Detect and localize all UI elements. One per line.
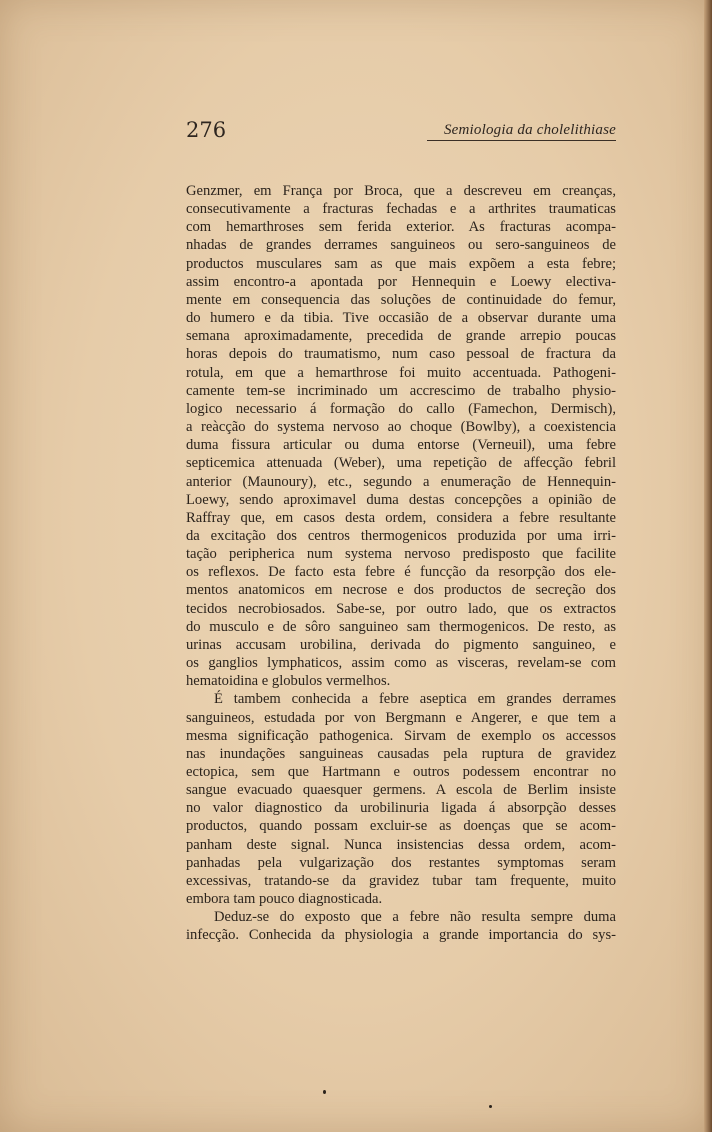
text-line: tecidos necrobiosados. Sabe-se, por outro lado, que os extractos xyxy=(186,600,616,617)
paragraph xyxy=(186,690,616,908)
text-line: Genzmer, em França por Broca, que a descreveu em creanças, xyxy=(186,183,616,199)
text-line: urinas accusam urobilina, derivada do pigmento sanguineo, e xyxy=(186,636,616,653)
body-text xyxy=(186,182,616,945)
text-line: a reàcção do systema nervoso ao choque (Bowlby), a coexistencia xyxy=(186,419,616,436)
text-line: sangue evacuado quaesquer germens. A escola de Berlim insiste xyxy=(186,782,616,799)
text-line: horas depois do traumatismo, num caso pessoal de fractura da xyxy=(186,346,616,363)
text-line: septicemica attenuada (Weber), uma repetição de affecção febril xyxy=(186,455,616,472)
text-line: os reflexos. De facto esta febre é funcção da resorpção dos ele- xyxy=(186,564,616,581)
text-line: Deduz-se do exposto que a febre não resulta sempre duma xyxy=(214,909,616,926)
text-line: nhadas de grandes derrames sanguineos ou sero-sanguineos de xyxy=(186,237,616,254)
text-line: rotula, em que a hemarthrose foi muito accentuada. Pathogeni- xyxy=(186,364,616,381)
text-line: Raffray que, em casos desta ordem, considera a febre resultante xyxy=(186,509,616,526)
text-line: os ganglios lymphaticos, assim como as visceras, revelam-se com xyxy=(186,655,616,672)
text-line: consecutivamente a fracturas fechadas e a arthrites traumaticas xyxy=(186,201,616,218)
text-line: tação peripherica num systema nervoso predisposto que facilite xyxy=(186,546,616,563)
text-line: semana aproximadamente, precedida de grande arrepio poucas xyxy=(186,328,616,345)
text-line: anterior (Maunoury), etc., segundo a enumeração de Hennequin- xyxy=(186,473,616,490)
running-title: Semiologia da cholelithiase xyxy=(443,122,616,138)
header-rule xyxy=(427,140,616,141)
text-line: panham deste signal. Nunca insistencias dessa ordem, acom- xyxy=(186,836,616,853)
text-line: camente tem-se incriminado um accrescimo de trabalho physio- xyxy=(186,382,616,399)
text-line: panhadas pela vulgarização dos restantes symptomas seram xyxy=(186,854,616,871)
speck xyxy=(323,1090,326,1094)
text-line: mente em consequencia das soluções de continuidade do femur, xyxy=(186,291,616,308)
text-line: Loewy, sendo aproximavel duma destas concepções a opinião de xyxy=(186,491,616,508)
text-line: productos musculares sam as que mais expõem a esta febre; xyxy=(186,255,616,272)
text-line: embora tam pouco diagnosticada. xyxy=(186,891,383,908)
paragraph xyxy=(186,182,616,690)
text-line: do humero e da tibia. Tive occasião de a observar durante uma xyxy=(186,310,616,327)
text-line: nas inundações sanguineas causadas pela ruptura de gravidez xyxy=(186,745,616,762)
text-line: ectopica, sem que Hartmann e outros podessem encontrar no xyxy=(186,764,616,780)
text-line: hematoidina e globulos vermelhos. xyxy=(186,673,391,690)
speck xyxy=(489,1105,492,1108)
text-line: productos, quando possam excluir-se as doenças que se acom- xyxy=(186,818,616,835)
text-line: com hemarthroses sem ferida exterior. As fracturas acompa- xyxy=(186,219,616,236)
text-line: no valor diagnostico da urobilinuria ligada á absorpção desses xyxy=(186,800,616,817)
text-line: excessivas, tratando-se da gravidez tubar tam frequente, muito xyxy=(186,872,616,889)
text-line: duma fissura articular ou duma entorse (Verneuil), uma febre xyxy=(186,437,616,454)
text-line: do musculo e de sôro sanguineo sam thermogenicos. De resto, as xyxy=(186,618,616,635)
text-line: sanguineos, estudada por von Bergmann e Angerer, e que tem a xyxy=(186,709,616,726)
page-number: 276 xyxy=(186,118,227,142)
text-line: mentos anatomicos em necrose e dos productos de secreção dos xyxy=(186,582,616,599)
text-line: infecção. Conhecida da physiologia a grande importancia do sys- xyxy=(186,927,616,944)
text-line: mesma significação pathogenica. Sirvam de exemplo os accessos xyxy=(186,727,616,744)
text-line: logico necessario á formação do callo (Famechon, Dermisch), xyxy=(186,400,616,417)
page-edge-shadow xyxy=(704,0,712,1132)
text-line: assim encontro-a apontada por Hennequin e Loewy electiva- xyxy=(186,273,616,290)
text-line: da excitação dos centros thermogenicos produzida por uma irri- xyxy=(186,527,616,544)
text-line: É tambem conhecida a febre aseptica em grandes derrames xyxy=(214,691,616,708)
paragraph xyxy=(186,908,616,944)
